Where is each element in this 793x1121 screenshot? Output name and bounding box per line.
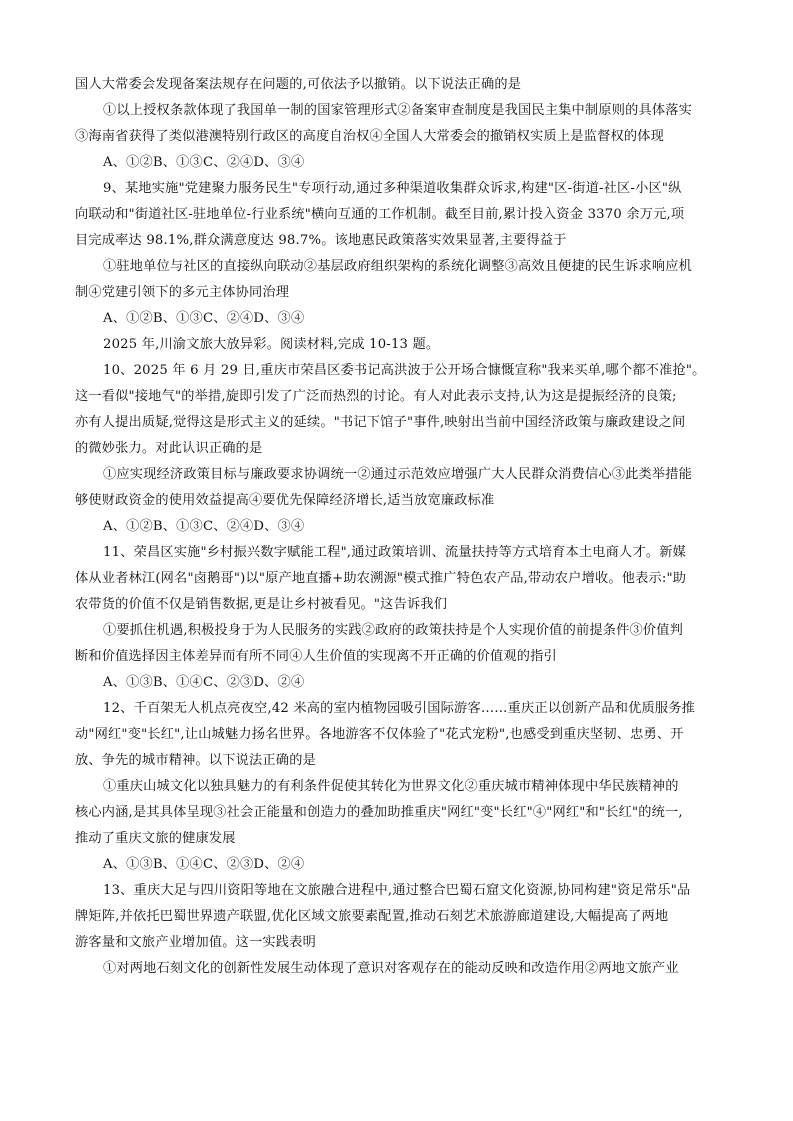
- text-line: 农带货的价值不仅是销售数据,更是让乡村被看见。"这告诉我们: [75, 597, 448, 612]
- text-line: 核心内涵,是其具体呈现③社会正能量和创造力的叠加助推重庆"网红"变"长红"④"网红"和"长红"的统一,: [75, 805, 683, 820]
- text-line: 亦有人提出质疑,觉得这是形式主义的延续。"书记下馆子"事件,映射出当前中国经济政策与廉政建设之间: [75, 415, 686, 430]
- text-line: A、①②B、①③C、②④D、③④: [103, 519, 305, 534]
- text-line: 牌矩阵,并依托巴蜀世界遗产联盟,优化区域文旅要素配置,推动石刻艺术旅游廊道建设,大幅提高了两地: [75, 909, 669, 924]
- text-line: 12、千百架无人机点亮夜空,42 米高的室内植物园吸引国际游客……重庆正以创新产品和优质服务推: [103, 701, 696, 716]
- text-line: ①以上授权条款体现了我国单一制的国家管理形式②备案审查制度是我国民主集中制原则的具体落实: [103, 103, 693, 118]
- text-line: 制④党建引领下的多元主体协同治理: [75, 285, 290, 300]
- text-line: 放、争先的城市精神。以下说法正确的是: [75, 753, 316, 768]
- text-line: ①对两地石刻文化的创新性发展生动体现了意识对客观存在的能动反映和改造作用②两地文旅产业: [103, 961, 679, 976]
- text-line: 9、某地实施"党建聚力服务民生"专项行动,通过多种渠道收集群众诉求,构建"区-街道-社区-小区"纵: [103, 181, 682, 196]
- text-line: 够使财政资金的使用效益提高④要优先保障经济增长,适当放宽廉政标准: [75, 493, 495, 508]
- text-line: 11、荣昌区实施"乡村振兴数字赋能工程",通过政策培训、流量扶持等方式培育本土电商人才。新媒: [103, 545, 686, 560]
- text-line: 向联动和"街道社区-驻地单位-行业系统"横向互通的工作机制。截至目前,累计投入资金 3370 余万元,项: [75, 207, 685, 222]
- text-line: 推动了重庆文旅的健康发展: [75, 831, 236, 846]
- text-line: 这一看似"接地气"的举措,旋即引发了广泛而热烈的讨论。有人对此表示支持,认为这是提振经济的良策;: [75, 389, 677, 404]
- text-line: 体从业者林江(网名"卤鹅哥")以"原产地直播+助农溯源"模式推广特色农产品,带动农户增收。他表示:"助: [75, 571, 687, 586]
- text-line: 10、2025 年 6 月 29 日,重庆市荣昌区委书记高洪波于公开场合慷慨宣称"我来买单,哪个都不准抢"。: [103, 363, 706, 378]
- text-line: A、①③B、①④C、②③D、②④: [103, 857, 305, 872]
- text-line: A、①③B、①④C、②③D、②④: [103, 675, 305, 690]
- text-line: A、①②B、①③C、②④D、③④: [103, 155, 305, 170]
- text-line: 13、重庆大足与四川资阳等地在文旅融合进程中,通过整合巴蜀石窟文化资源,协同构建"资足常乐"品: [103, 883, 691, 898]
- text-body: [75, 72, 745, 982]
- text-line: 断和价值选择因主体差异而有所不同④人生价值的实现离不开正确的价值观的指引: [75, 649, 557, 664]
- text-line: ①应实现经济政策目标与廉政要求协调统一②通过示范效应增强广大人民群众消费信心③此类举措能: [103, 467, 693, 482]
- text-line: 目完成率达 98.1%,群众满意度达 98.7%。该地惠民政策落实效果显著,主要得益于: [75, 233, 567, 248]
- text-line: ①要抓住机遇,积极投身于为人民服务的实践②政府的政策扶持是个人实现价值的前提条件③价值判: [103, 623, 684, 638]
- text-line: ①重庆山城文化以独具魅力的有利条件促使其转化为世界文化②重庆城市精神体现中华民族精神的: [103, 779, 679, 794]
- text-line: A、①②B、①③C、②④D、③④: [103, 311, 305, 326]
- text-line: 的微妙张力。对此认识正确的是: [75, 441, 263, 456]
- text-line: ①驻地单位与社区的直接纵向联动②基层政府组织架构的系统化调整③高效且便捷的民生诉求响应机: [103, 259, 693, 274]
- text-line: 动"网红"变"长红",让山城魅力扬名世界。各地游客不仅体验了"花式宠粉",也感受到重庆坚韧、忠勇、开: [75, 727, 684, 742]
- text-line: 2025 年,川渝文旅大放异彩。阅读材料,完成 10-13 题。: [103, 337, 440, 352]
- text-line: 游客量和文旅产业增加值。这一实践表明: [75, 935, 316, 950]
- text-line: ③海南省获得了类似港澳特别行政区的高度自治权④全国人大常委会的撤销权实质上是监督权的体现: [75, 129, 665, 144]
- text-line: 国人大常委会发现备案法规存在问题的,可依法予以撤销。以下说法正确的是: [75, 77, 522, 92]
